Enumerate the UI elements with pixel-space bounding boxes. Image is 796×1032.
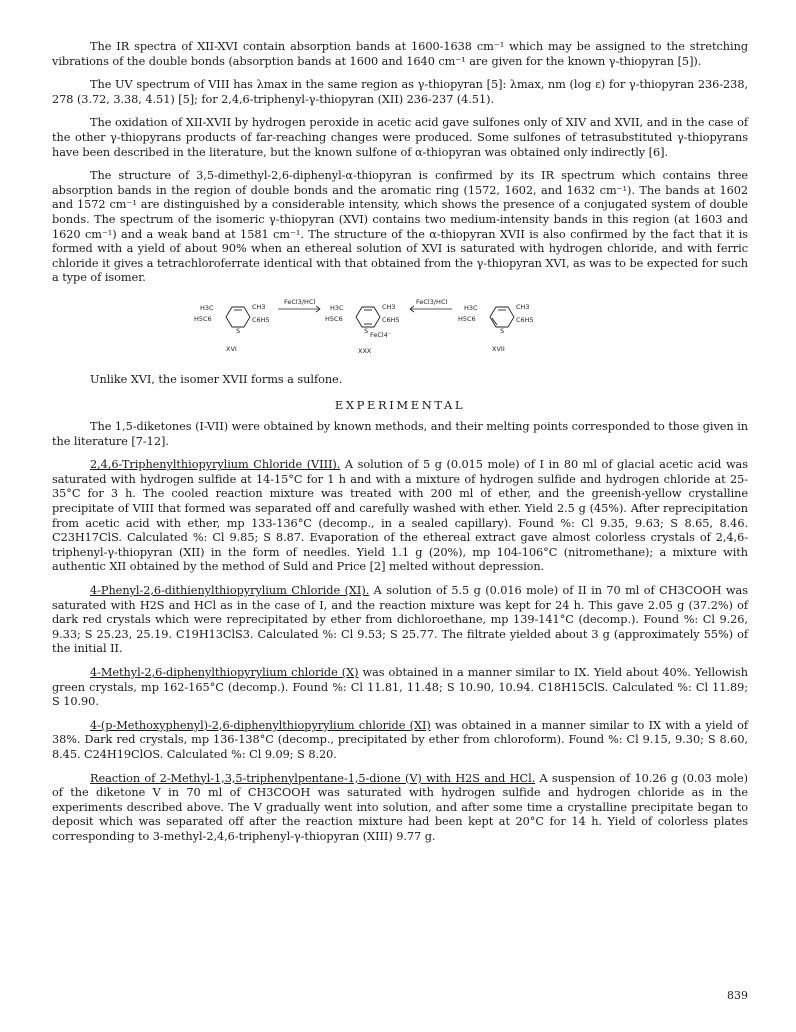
page-number: 839 [727,989,748,1002]
title-reaction-v: Reaction of 2-Methyl-1,3,5-triphenylpentane-1,5-dione (V) with H2S and HCl. [90,771,536,785]
paper-page [52,40,748,854]
paragraph-uv-spectrum: The UV spectrum of VIII has λmax in the same region as γ-thiopyran [5]: λmax, nm (log ε) for γ-thiopyran 236-238, 278 (3.72, 3.38, 4.51) [5]; for 2,4,6-triphenyl-γ-thiopyran (XII) 236-237 (4.51). [52,78,748,106]
body-compound-xi-methoxy: was obtained in a manner similar to IX with a yield of 38%. Dark red crystals, mp 136-138°C (decomp., precipitated by ether from chloroform). Found %: Cl 9.15, 9.30; S 8.60, 8.45. C24H19ClOS. Calculated %: Cl 9.09; S 8.20. [52,718,748,761]
paragraph-diketones: The 1,5-diketones (I-VII) were obtained by known methods, and their melting points corresponded to those given in the literature [7-12]. [52,420,748,448]
molecule-xxx [356,307,380,327]
paragraph-oxidation: The oxidation of XII-XVII by hydrogen peroxide in acetic acid gave sulfones only of XIV and XVII, and in the case of the other γ-thiopyrans products of far-reaching changes were produced. Some sulfones of tetrasubstituted γ-thiopyrans have been described in the literature, but the known sulfone of α-thiopyran was obtained only indirectly [6]. [52,116,748,159]
body-compound-viii: A solution of 5 g (0.015 mole) of I in 80 ml of glacial acetic acid was saturated with hydrogen sulfide at 14-15°C for 1 h and with a mixture of hydrogen sulfide and hydrogen chloride at 25-35°C for 3 h. The cooled reaction mixture was treated with 200 ml of ether, and the greenish-yellow crystalline precipitate of VIII that formed was separated off and carefully washed with ether. Yield 2.5 g (45%). After reprecipitation from acetic acid with ether, mp 133-136°C (decomp., in a sealed capillary). Found %: Cl 9.35, 9.63; S 8.65, 8.46. C23H17ClS. Calculated %: Cl 9.85; S 8.87. Evaporation of the ethereal extract gave almost colorless crystals of 2,4,6-triphenyl-γ-thiopyran (XII) in the form of needles. Yield 1.1 g (20%), mp 104-106°C (nitromethane); a mixture with authentic XII obtained by the method of Suld and Price [2] melted without depression. [52,458,748,574]
xvi-h3c: H3C [200,303,214,312]
arrow-right-label: FeCl3/HCl [416,297,448,306]
xvii-ch3: CH3 [516,302,530,311]
arrow-left [278,306,320,312]
paragraph-compound-xi-methoxy [52,719,748,763]
body-compound-x: was obtained in a manner similar to IX. Yield about 40%. Yellowish green crystals, mp 162-165°C (decomp.). Found %: Cl 11.81, 11.48; S 10.90, 10.94. C18H15ClS. Calculated %: Cl 11.89; S 10.90. [52,666,748,709]
body-compound-xi-dithienyl: A solution of 5.5 g (0.016 mole) of II in 70 ml of CH3COOH was saturated with H2S and HCl as in the case of I, and the reaction mixture was kept for 24 h. This gave 2.05 g (37.2%) of dark red crystals which were reprecipitated by ether from dichloroethane, mp 139-141°C (decomp.). Found %: Cl 9.26, 9.33; S 25.23, 25.19. C19H13ClS3. Calculated %: Cl 9.53; S 25.77. The filtrate yielded about 3 g (approximately 55%) of the initial II. [52,584,748,656]
body-reaction-v: A suspension of 10.26 g (0.03 mole) of the diketone V in 70 ml of CH3COOH was saturated with hydrogen sulfide and hydrogen chloride as in the experiments described above. The V gradually went into solution, and after some time a crystalline precipitate began to deposit which was separated off after the reaction mixture had been kept at 20°C for 14 h. Yield of colorless plates corresponding to 3-methyl-2,4,6-triphenyl-γ-thiopyran (XIII) 9.77 g. [52,771,748,843]
title-compound-xi-dithienyl: 4-Phenyl-2,6-dithienylthiopyrylium Chloride (XI). [90,584,370,598]
molecule-xvi [226,307,250,327]
xvi-c6h5: C6H5 [252,315,270,324]
paragraph-compound-xi-dithienyl [52,584,748,657]
section-heading-experimental: EXPERIMENTAL [334,397,466,412]
xvi-s: S [236,326,241,335]
paragraph-compound-viii [52,458,748,575]
label-xxx: XXX [358,346,372,355]
xvii-h5c6: H5C6 [458,314,476,323]
paragraph-reaction-v [52,772,748,845]
arrow-left-label: FeCl3/HCl [284,297,316,306]
xvii-c6h5: C6H5 [516,315,534,324]
paragraph-structure: The structure of 3,5-dimethyl-2,6-diphenyl-α-thiopyran is confirmed by its IR spectrum which contains three absorption bands in the region of double bonds and the aromatic ring (1572, 1602, and 1632 cm⁻¹). The bands at 1602 and 1572 cm⁻¹ are distinguished by a considerable intensity, which shows the presence of a conjugated system of double bonds. The spectrum of the isomeric γ-thiopyran (XVI) contains two medium-intensity bands in this region (at 1603 and 1620 cm⁻¹) and a weak band at 1581 cm⁻¹. The structure of the α-thiopyran XVII is also confirmed by the fact that it is formed with a yield of about 90% when an ethereal solution of XVI is saturated with hydrogen chloride, and with ferric chloride it gives a tetrachloroferrate identical with that obtained from the γ-thiopyran XVI, as was to be expected for such a type of isomer. [52,169,748,285]
xxx-fecl4: FeCl4⁻ [370,330,392,339]
xxx-h5c6: H5C6 [325,314,343,323]
molecule-xvii [490,307,514,327]
reaction-scheme-svg [192,295,612,361]
reaction-scheme [52,295,748,365]
xxx-ch3: CH3 [382,302,396,311]
paragraph-sulfone: Unlike XVI, the isomer XVII forms a sulfone. [90,372,343,386]
paragraph-ir-spectra: The IR spectra of XII-XVI contain absorption bands at 1600-1638 cm⁻¹ which may be assigned to the stretching vibrations of the double bonds (absorption bands at 1600 and 1640 cm⁻¹ are given for the known γ-thiopyran [5]). [52,40,748,68]
xxx-s: S [364,326,369,335]
label-xvii: XVII [492,344,505,353]
title-compound-viii: 2,4,6-Triphenylthiopyrylium Chloride (VIII). [90,458,341,472]
label-xvi: XVI [226,344,237,353]
xvii-s: S [500,326,505,335]
title-compound-x: 4-Methyl-2,6-diphenylthiopyrylium chloride (X) [90,666,359,679]
paragraph-compound-x [52,666,748,710]
xvii-h3c: H3C [464,303,478,312]
xvi-h5c6: H5C6 [194,314,212,323]
arrow-right [410,306,452,312]
title-compound-xi-methoxy: 4-(p-Methoxyphenyl)-2,6-diphenylthiopyrylium chloride (XI) [90,718,431,732]
xxx-c6h5: C6H5 [382,315,400,324]
xxx-h3c: H3C [330,303,344,312]
xvi-ch3: CH3 [252,302,266,311]
